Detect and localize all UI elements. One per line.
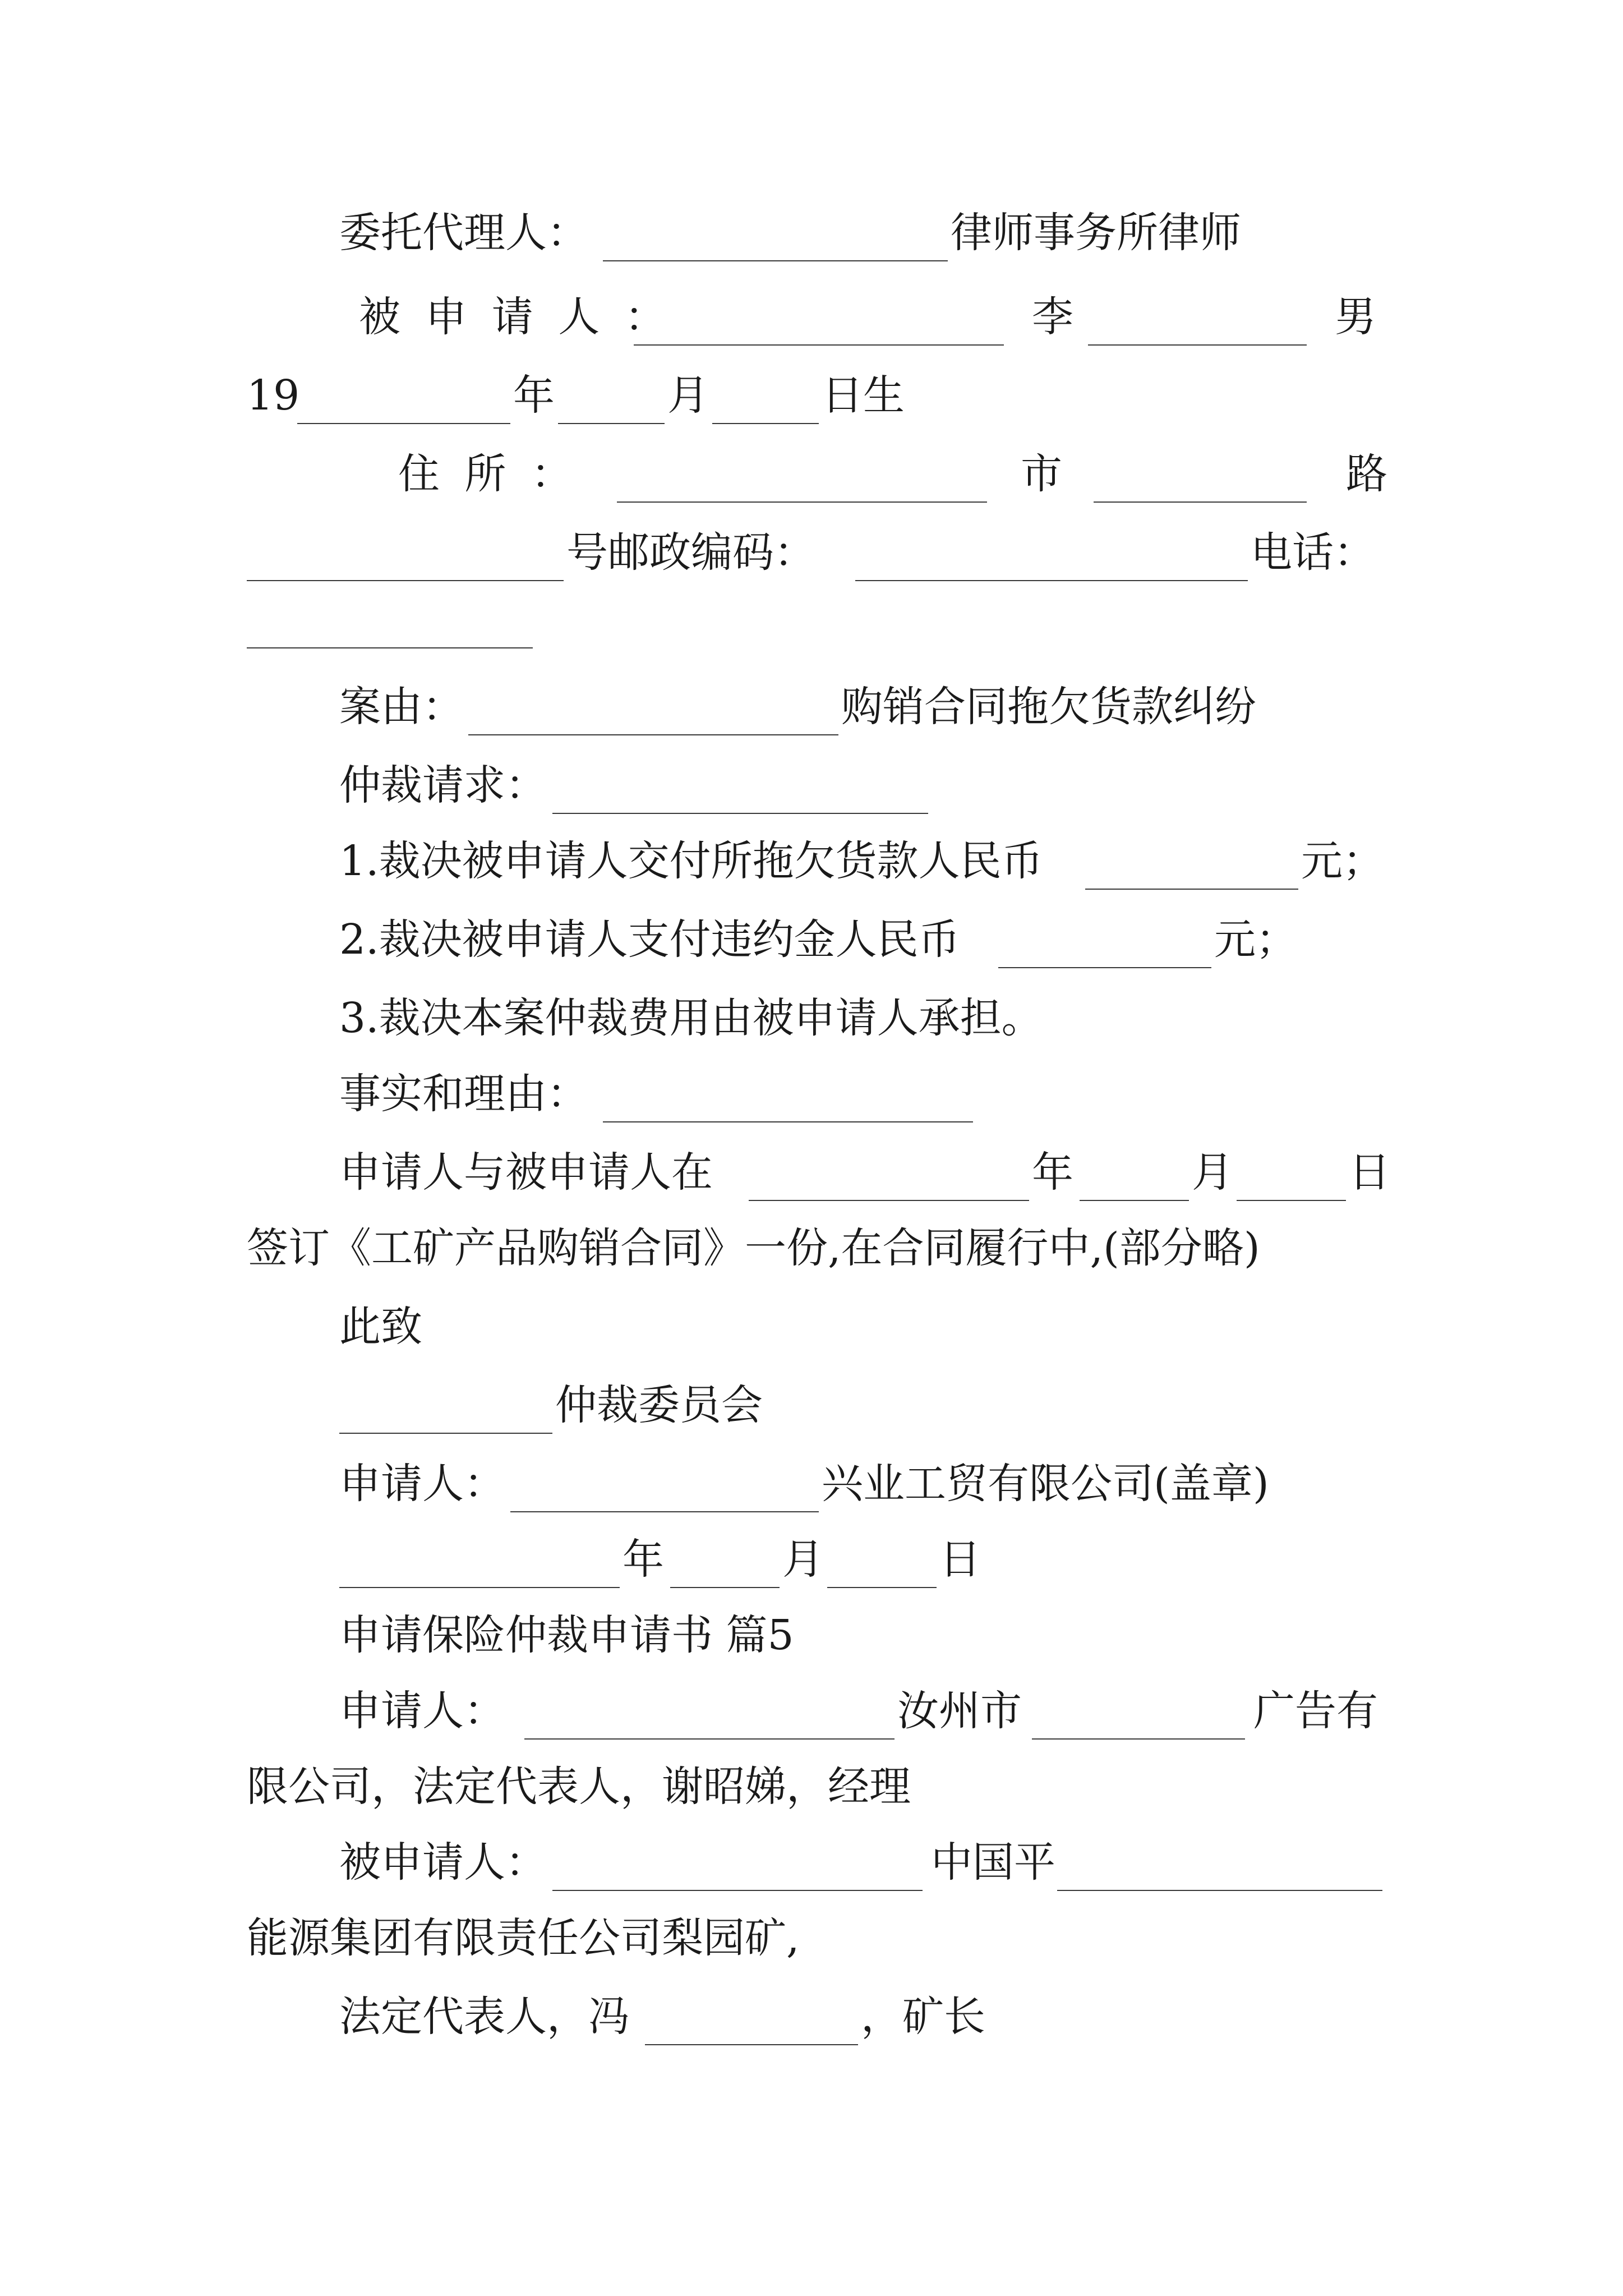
section5-respondent-blank xyxy=(552,1832,923,1891)
committee-label: 仲裁委员会 xyxy=(555,1381,763,1429)
address-city-label: 市 xyxy=(1021,450,1062,498)
birth-year-prefix: 19 xyxy=(247,371,300,420)
respondent-blank xyxy=(634,286,1004,346)
respondent-label: 被申请人： xyxy=(359,293,691,341)
section5-applicant-label: 申请人： xyxy=(339,1687,505,1735)
address-city-blank xyxy=(1094,443,1307,503)
closing-day-label: 日 xyxy=(939,1535,981,1584)
birth-year-label: 年 xyxy=(513,371,555,420)
birth-day-blank xyxy=(712,365,819,424)
respondent-gender: 男 xyxy=(1335,293,1376,341)
closing-day-blank xyxy=(827,1529,937,1588)
case-label: 案由： xyxy=(339,683,464,731)
request-item-1-text: 1.裁决被申请人交付所拖欠货款人民币 xyxy=(339,837,1043,885)
request-item-1-blank xyxy=(1085,830,1298,890)
birth-month-label: 月 xyxy=(667,371,709,420)
requests-label: 仲裁请求： xyxy=(339,761,547,809)
section5-rep-suffix: ，矿长 xyxy=(861,1993,985,2041)
request-item-3-text: 3.裁决本案仲裁费用由被申请人承担。 xyxy=(339,994,1043,1042)
facts-month-label: 月 xyxy=(1192,1148,1233,1197)
applicant-label: 申请人： xyxy=(339,1460,505,1508)
section5-applicant-city: 汝州市 xyxy=(897,1687,1022,1735)
section5-applicant-blank xyxy=(524,1680,895,1740)
section5-respondent-text: 能源集团有限责任公司梨园矿, xyxy=(247,1914,800,1962)
section5-rep-blank xyxy=(645,1986,858,2045)
birth-month-blank xyxy=(558,365,665,424)
postcode-label: 号邮政编码： xyxy=(566,528,815,577)
facts-year-label: 年 xyxy=(1032,1148,1073,1197)
address-blank xyxy=(617,443,987,503)
phone-label: 电话： xyxy=(1251,528,1375,577)
request-item-2-blank xyxy=(998,909,1211,968)
facts-year-blank xyxy=(749,1142,1029,1201)
address-road-label: 路 xyxy=(1346,450,1387,498)
requests-blank xyxy=(552,754,928,814)
section5-rep-prefix: 法定代表人，冯 xyxy=(339,1993,630,2041)
facts-blank xyxy=(603,1063,973,1122)
section5-respondent-name-blank xyxy=(1057,1832,1382,1891)
section5-applicant-company-end: 广告有 xyxy=(1253,1687,1378,1735)
birth-day-label: 日生 xyxy=(822,371,905,420)
facts-day-blank xyxy=(1237,1142,1346,1201)
section5-respondent-value: 中国平 xyxy=(931,1838,1055,1887)
facts-day-label: 日 xyxy=(1349,1148,1390,1197)
respondent-surname: 李 xyxy=(1032,293,1073,341)
request-item-1-suffix: 元； xyxy=(1301,837,1384,885)
closing-greeting: 此致 xyxy=(339,1303,422,1351)
agent-label: 委托代理人： xyxy=(339,209,588,257)
closing-month-label: 月 xyxy=(782,1535,824,1584)
address-label: 住所： xyxy=(398,450,598,498)
section5-applicant-text: 限公司，法定代表人，谢昭娣，经理 xyxy=(247,1763,911,1811)
facts-text-2: 签订《工矿产品购销合同》一份,在合同履行中,(部分略) xyxy=(247,1224,1260,1272)
agent-suffix: 律师事务所律师 xyxy=(951,209,1241,257)
birth-year-blank xyxy=(297,365,510,424)
closing-year-blank xyxy=(339,1529,620,1588)
applicant-blank xyxy=(510,1453,819,1512)
facts-label: 事实和理由： xyxy=(339,1070,588,1118)
section5-heading: 申请保险仲裁申请书 篇5 xyxy=(339,1611,794,1659)
agent-blank xyxy=(603,202,948,261)
phone-blank xyxy=(247,589,533,648)
case-value: 购销合同拖欠货款纠纷 xyxy=(841,683,1256,731)
facts-text-1: 申请人与被申请人在 xyxy=(339,1148,713,1197)
section5-respondent-label: 被申请人： xyxy=(339,1838,547,1887)
postcode-blank xyxy=(855,522,1248,581)
applicant-value: 兴业工贸有限公司(盖章) xyxy=(822,1460,1269,1508)
facts-month-blank xyxy=(1080,1142,1189,1201)
request-item-2-suffix: 元； xyxy=(1214,915,1297,964)
committee-blank xyxy=(339,1374,552,1434)
case-blank xyxy=(468,676,838,735)
closing-year-label: 年 xyxy=(623,1535,664,1584)
road-number-blank xyxy=(247,522,564,581)
closing-month-blank xyxy=(670,1529,780,1588)
request-item-2-text: 2.裁决被申请人支付违约金人民币 xyxy=(339,915,960,964)
respondent-name-blank xyxy=(1088,286,1307,346)
section5-applicant-company-blank xyxy=(1032,1680,1245,1740)
